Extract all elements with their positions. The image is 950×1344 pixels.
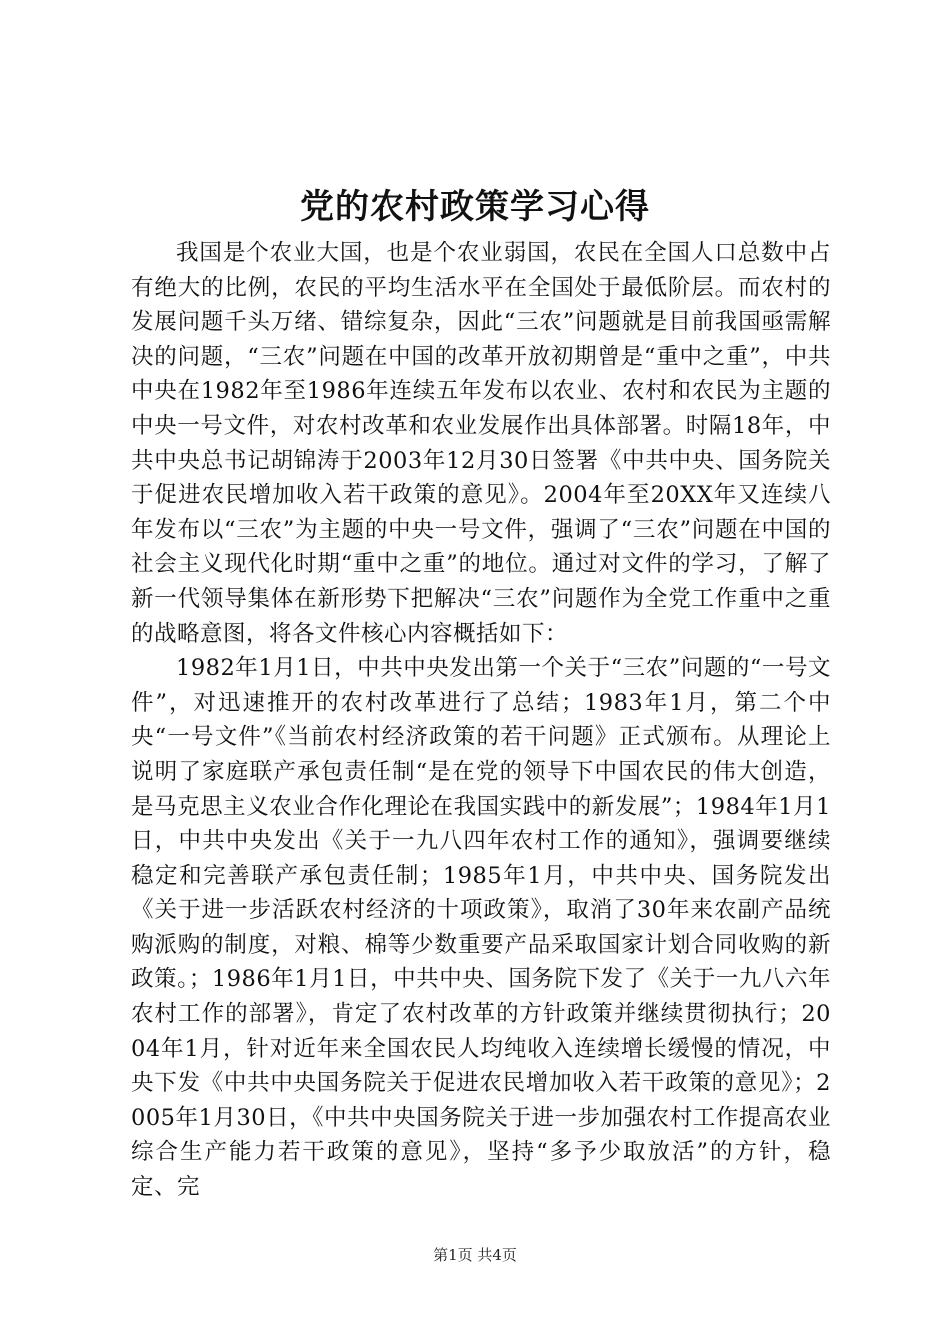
document-body [131,236,831,1205]
page-number-footer: 第1页 共4页 [433,1246,517,1264]
paragraph-history: 1982年1月1日，中共中央发出第一个关于“三农”问题的“一号文件”，对迅速推开的农村改革进行了总结；1983年1月，第二个中央“一号文件”《当前农村经济政策的若干问题》正式颁布。从理论上说明了家庭联产承包责任制“是在党的领导下中国农民的伟大创造，是马克思主义农业合作化理论在我国实践中的新发展”；1984年1月1日，中共中央发出《关于一九八四年农村工作的通知》，强调要继续稳定和完善联产承包责任制；1985年1月，中共中央、国务院发出《关于进一步活跃农村经济的十项政策》，取消了30年来农副产品统购派购的制度，对粮、棉等少数重要产品采取国家计划合同收购的新政策。；1986年1月1日，中共中央、国务院下发了《关于一九八六年农村工作的部署》，肯定了农村改革的方针政策并继续贯彻执行；2004年1月，针对近年来全国农民人均纯收入连续增长缓慢的情况，中央下发《中共中央国务院关于促进农民增加收入若干政策的意见》；2005年1月30日，《中共中央国务院关于进一步加强农村工作提高农业综合生产能力若干政策的意见》，坚持“多予少取放活”的方针，稳定、完 [131,655,831,1201]
paragraph-intro: 我国是个农业大国，也是个农业弱国，农民在全国人口总数中占有绝大的比例，农民的平均生活水平在全国处于最低阶层。而农村的发展问题千头万绪、错综复杂，因此“三农”问题就是目前我国亟需解决的问题，“三农”问题在中国的改革开放初期曾是“重中之重”，中共中央在1982年至1986年连续五年发布以农业、农村和农民为主题的中央一号文件，对农村改革和农业发展作出具体部署。时隔18年，中共中央总书记胡锦涛于2003年12月30日签署《中共中央、国务院关于促进农民增加收入若干政策的意见》。2004年至20XX年又连续八年发布以“三农”为主题的中央一号文件，强调了“三农”问题在中国的社会主义现代化时期“重中之重”的地位。通过对文件的学习，了解了新一代领导集体在新形势下把解决“三农”问题作为全党工作重中之重的战略意图，将各文件核心内容概括如下： [131,240,831,647]
document-title: 党的农村政策学习心得 [300,187,650,227]
